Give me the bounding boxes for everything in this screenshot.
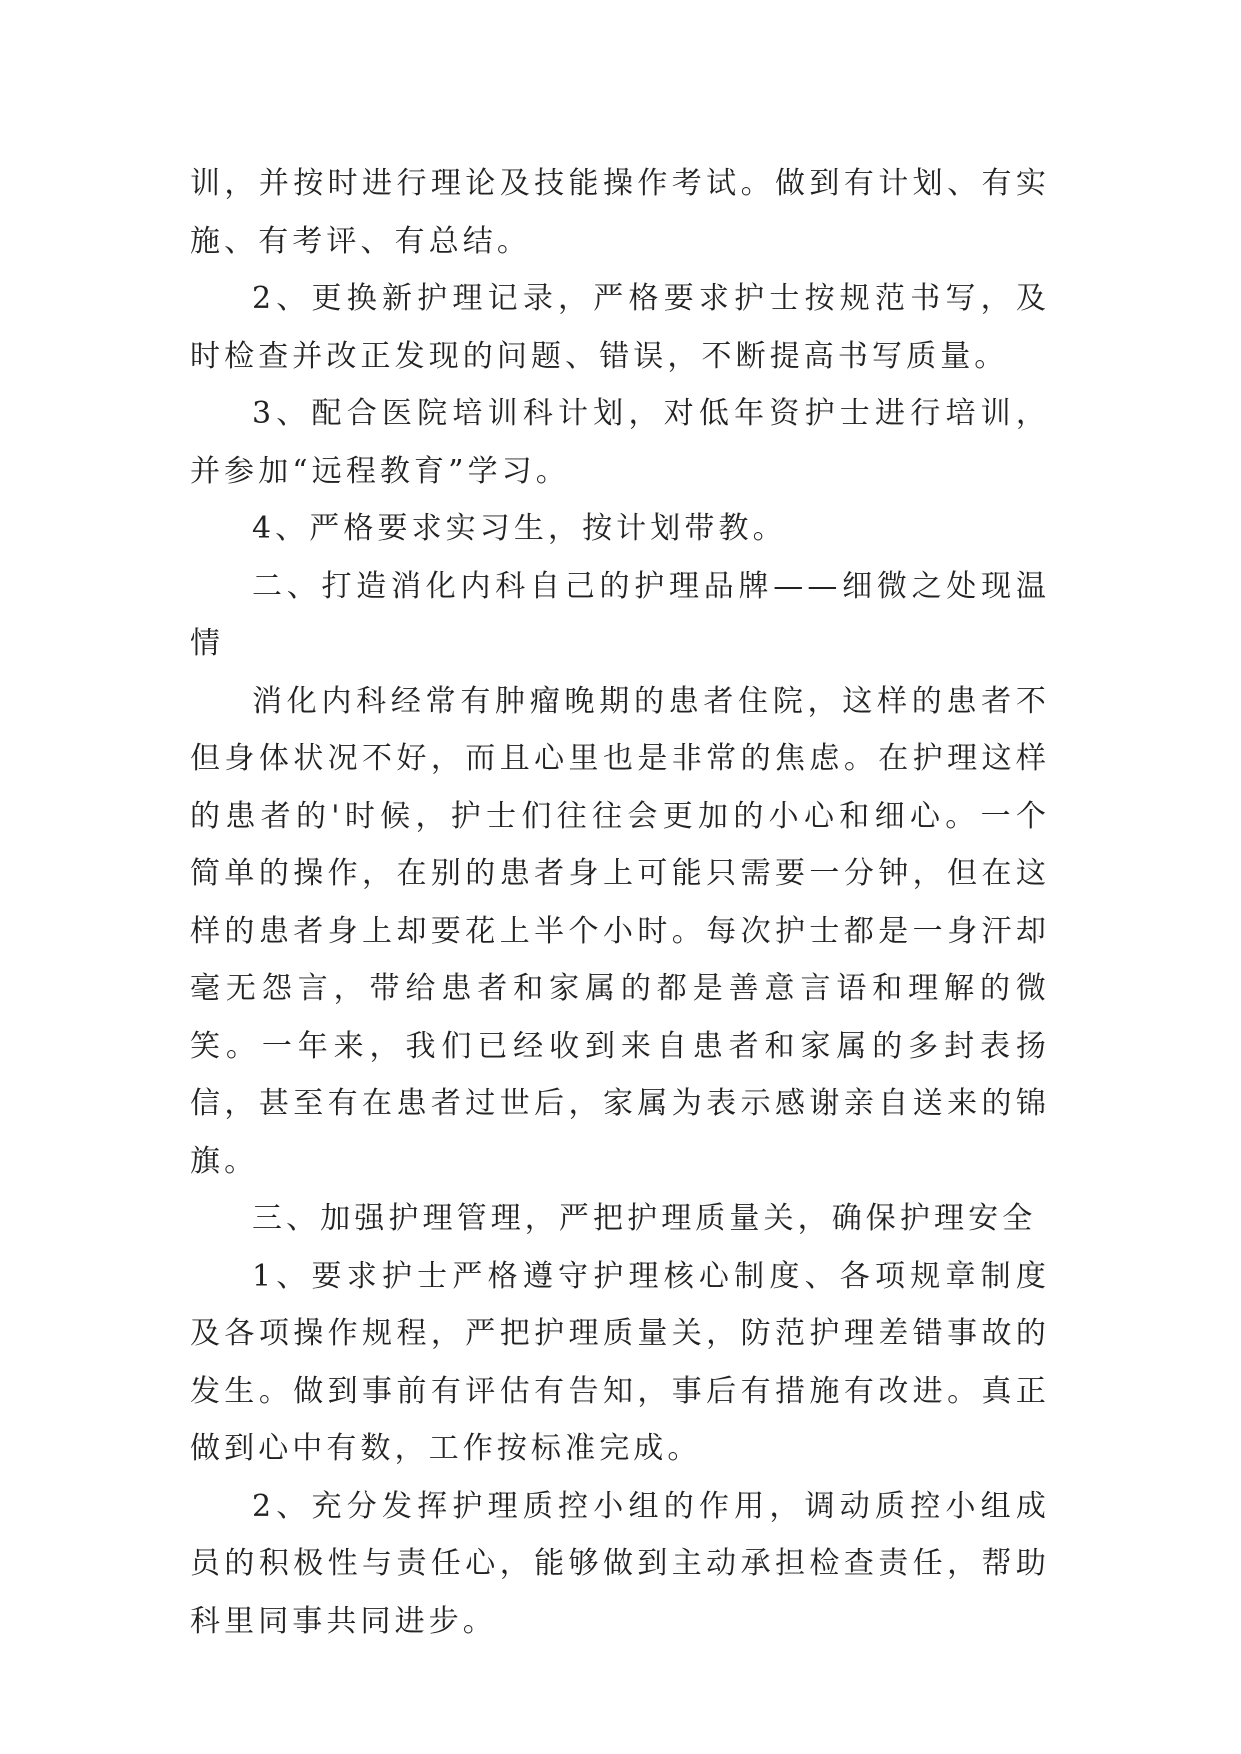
paragraph-item-2: 2、更换新护理记录，严格要求护士按规范书写，及时检查并改正发现的问题、错误，不断提高书写质量。 — [190, 281, 1050, 374]
paragraph-continuation: 训，并按时进行理论及技能操作考试。做到有计划、有实施、有考评、有总结。 — [190, 166, 1050, 259]
document-body — [190, 155, 1050, 1650]
section-heading-3: 三、加强护理管理，严把护理质量关，确保护理安全 — [252, 1201, 1037, 1236]
paragraph-item-4: 4、严格要求实习生，按计划带教。 — [252, 511, 787, 546]
paragraph-item-1: 1、要求护士严格遵守护理核心制度、各项规章制度及各项操作规程，严把护理质量关，防范护理差错事故的发生。做到事前有评估有告知，事后有措施有改进。真正做到心中有数，工作按标准完成。 — [190, 1258, 1050, 1466]
paragraph-body: 消化内科经常有肿瘤晚期的患者住院，这样的患者不但身体状况不好，而且心里也是非常的焦虑。在护理这样的患者的'时候，护士们往往会更加的小心和细心。一个简单的操作，在别的患者身上可能只需要一分钟，但在这样的患者身上却要花上半个小时。每次护士都是一身汗却毫无怨言，带给患者和家属的都是善意言语和理解的微笑。一年来，我们已经收到来自患者和家属的多封表扬信，甚至有在患者过世后，家属为表示感谢亲自送来的锦旗。 — [190, 683, 1050, 1179]
section-heading-2: 二、打造消化内科自己的护理品牌——细微之处现温情 — [190, 568, 1050, 661]
paragraph-item-3: 3、配合医院培训科计划，对低年资护士进行培训，并参加“远程教育”学习。 — [190, 396, 1050, 489]
paragraph-item-2b: 2、充分发挥护理质控小组的作用，调动质控小组成员的积极性与责任心，能够做到主动承担检查责任，帮助科里同事共同进步。 — [190, 1488, 1050, 1639]
